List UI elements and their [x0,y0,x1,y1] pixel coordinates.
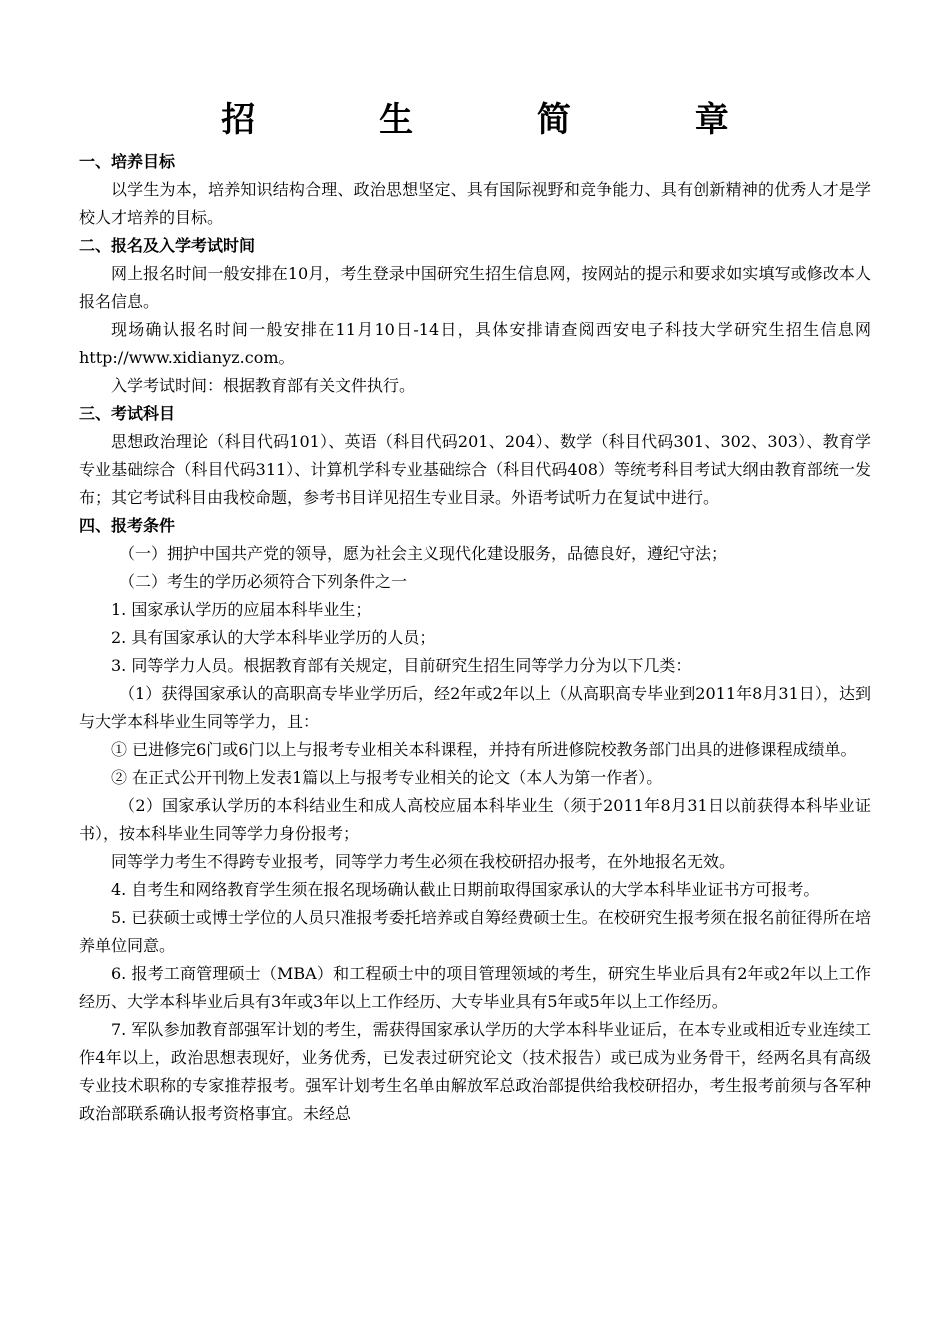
paragraph: 同等学力考生不得跨专业报考，同等学力考生必须在我校研招办报考，在外地报名无效。 [111,852,736,871]
list-item: 3. 同等学力人员。根据教育部有关规定，目前研究生招生同等学力分为以下几类： [111,656,692,675]
section-training-goal [79,148,871,232]
paragraph: 以学生为本，培养知识结构合理、政治思想坚定、具有国际视野和竞争能力、具有创新精神的优秀人才是学校人才培养的目标。 [79,180,871,227]
section-exam-subjects [79,400,871,512]
list-item: 1. 国家承认学历的应届本科毕业生； [111,600,372,619]
paragraph: 网上报名时间一般安排在10月，考生登录中国研究生招生信息网，按网站的提示和要求如实填写或修改本人报名信息。 [79,264,871,311]
list-item: 4. 自考生和网络教育学生须在报名现场确认截止日期前取得国家承认的大学本科毕业证书方可报考。 [111,880,820,899]
paragraph: 思想政治理论（科目代码101）、英语（科目代码201、204）、数学（科目代码301、302、303）、教育学专业基础综合（科目代码311）、计算机学科专业基础综合（科目代码408）等统考科目考试大纲由教育部统一发布；其它考试科目由我校命题，参考书目详见招生专业目录。外语考试听力在复试中进行。 [79,432,871,507]
paragraph: 入学考试时间：根据教育部有关文件执行。 [111,376,416,395]
section-heading: 四、报考条件 [79,516,176,535]
paragraph: （1）获得国家承认的高职高专毕业学历后，经2年或2年以上（从高职高专毕业到2011年8月31日），达到与大学本科毕业生同等学力，且： [79,684,871,731]
section-eligibility [79,512,871,1128]
paragraph: 现场确认报名时间一般安排在11月10日-14日，具体安排请查阅西安电子科技大学研究生招生信息网http://www.xidianyz.com。 [79,320,871,367]
paragraph: （二）考生的学历必须符合下列条件之一 [119,572,408,591]
document-body [79,148,871,1128]
paragraph: （一）拥护中国共产党的领导，愿为社会主义现代化建设服务，品德良好，遵纪守法； [119,544,728,563]
list-item: 5. 已获硕士或博士学位的人员只准报考委托培养或自筹经费硕士生。在校研究生报考须在报名前征得所在培养单位同意。 [79,908,871,955]
section-heading: 一、培养目标 [79,152,176,171]
paragraph: （2）国家承认学历的本科结业生和成人高校应届本科毕业生（须于2011年8月31日以前获得本科毕业证书），按本科毕业生同等学力身份报考； [79,796,871,843]
paragraph: ① 已进修完6门或6门以上与报考专业相关本科课程，并持有所进修院校教务部门出具的进修课程成绩单。 [111,740,857,759]
list-item: 6. 报考工商管理硕士（MBA）和工程硕士中的项目管理领域的考生，研究生毕业后具有2年或2年以上工作经历、大学本科毕业后具有3年或3年以上工作经历、大专毕业具有5年或5年以上工作经历。 [79,964,871,1011]
paragraph: ② 在正式公开刊物上发表1篇以上与报考专业相关的论文（本人为第一作者）。 [111,768,663,787]
section-heading: 二、报名及入学考试时间 [79,236,256,255]
section-registration-time [79,232,871,400]
section-heading: 三、考试科目 [79,404,176,423]
list-item: 2. 具有国家承认的大学本科毕业学历的人员； [111,628,436,647]
page-title: 招 生 简 章 [221,100,785,140]
list-item: 7. 军队参加教育部强军计划的考生，需获得国家承认学历的大学本科毕业证后，在本专业或相近专业连续工作4年以上，政治思想表现好，业务优秀，已发表过研究论文（技术报告）或已成为业务骨干，经两名具有高级专业技术职称的专家推荐报考。强军计划考生名单由解放军总政治部提供给我校研招办，考生报考前须与各军种政治部联系确认报考资格事宜。未经总 [79,1020,871,1123]
